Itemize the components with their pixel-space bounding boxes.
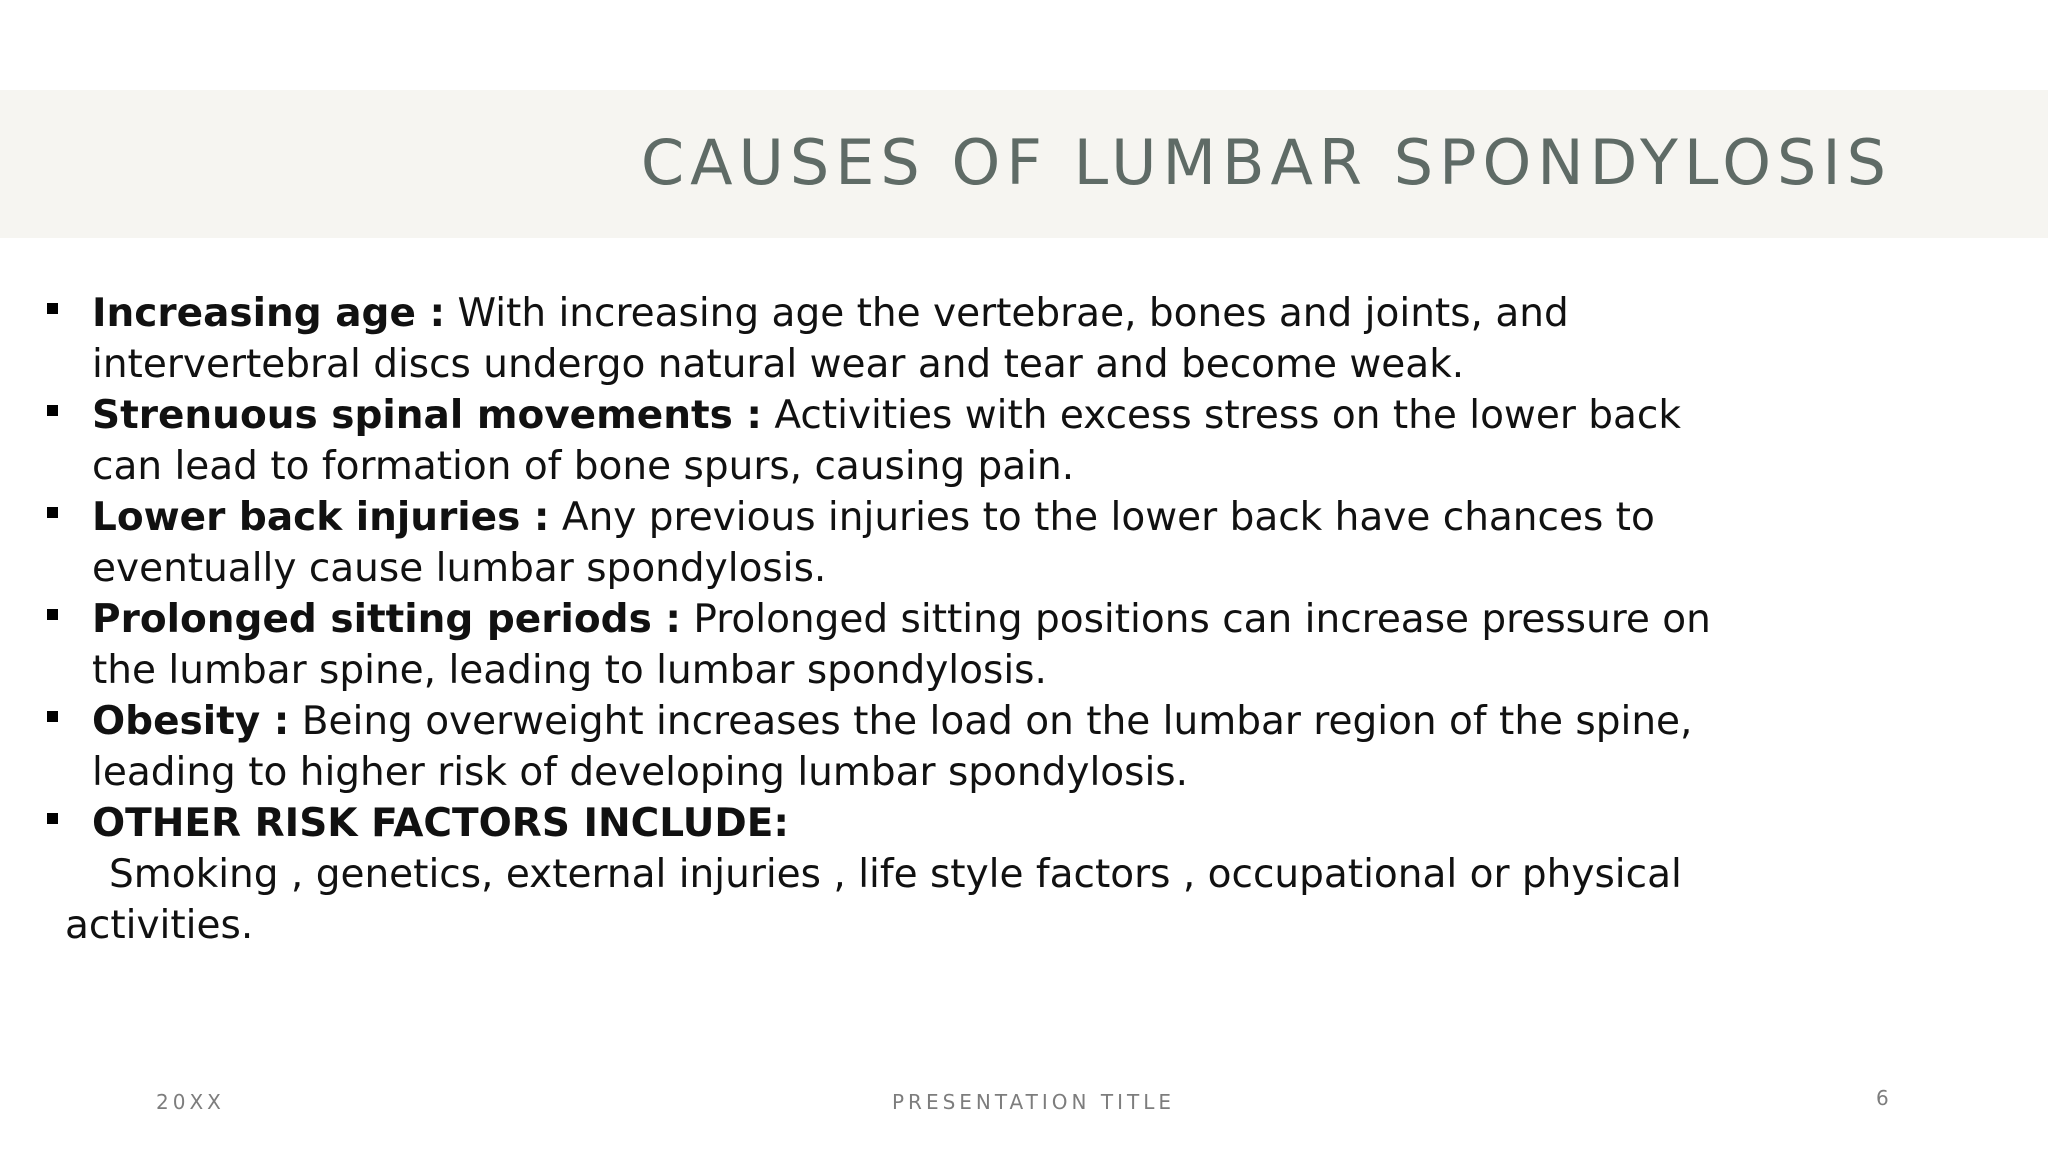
- slide-content: [42, 288, 1742, 951]
- bullet-term: Increasing age :: [92, 291, 446, 336]
- bullet-text: Being overweight increases the load on the lumbar region of the spine, leading to higher risk of developing lumbar spondylosis.: [92, 699, 1693, 795]
- bullet-other-risk-factors: [42, 798, 1792, 849]
- bullet-list: [42, 288, 1742, 849]
- bullet-marker-icon: [47, 405, 58, 416]
- bullet-increasing-age: [42, 288, 1647, 390]
- bullet-obesity: [42, 696, 1792, 798]
- bullet-term: Obesity :: [92, 699, 290, 744]
- bullet-marker-icon: [47, 609, 58, 620]
- bullet-strenuous-movements: [42, 390, 1732, 492]
- bullet-text: Any previous injuries to the lower back have chances to eventually cause lumbar spondylosis.: [92, 495, 1655, 591]
- bullet-term: Strenuous spinal movements :: [92, 393, 763, 438]
- bullet-term: Lower back injuries :: [92, 495, 550, 540]
- bullet-text: Activities with excess stress on the lower back can lead to formation of bone spurs, causing pain.: [92, 393, 1681, 489]
- footer-page-number: 6: [1876, 1086, 1889, 1110]
- bullet-prolonged-sitting: [42, 594, 1712, 696]
- bullet-marker-icon: [47, 507, 58, 518]
- bullet-term: OTHER RISK FACTORS INCLUDE:: [92, 801, 790, 846]
- other-risk-factors-text: Smoking , genetics, external injuries , life style factors , occupational or physical activities.: [65, 852, 1682, 948]
- bullet-marker-icon: [47, 303, 58, 314]
- bullet-marker-icon: [47, 711, 58, 722]
- bullet-text: Prolonged sitting positions can increase pressure on the lumbar spine, leading to lumbar spondylosis.: [92, 597, 1711, 693]
- footer-date: 20XX: [156, 1090, 225, 1114]
- bullet-text: With increasing age the vertebrae, bones and joints, and intervertebral discs undergo natural wear and tear and become weak.: [92, 291, 1569, 387]
- bullet-marker-icon: [47, 813, 58, 824]
- footer-presentation-title: PRESENTATION TITLE: [892, 1090, 1175, 1114]
- slide-title: CAUSES OF LUMBAR SPONDYLOSIS: [640, 126, 1892, 199]
- bullet-lower-back-injuries: [42, 492, 1722, 594]
- bullet-term: Prolonged sitting periods :: [92, 597, 681, 642]
